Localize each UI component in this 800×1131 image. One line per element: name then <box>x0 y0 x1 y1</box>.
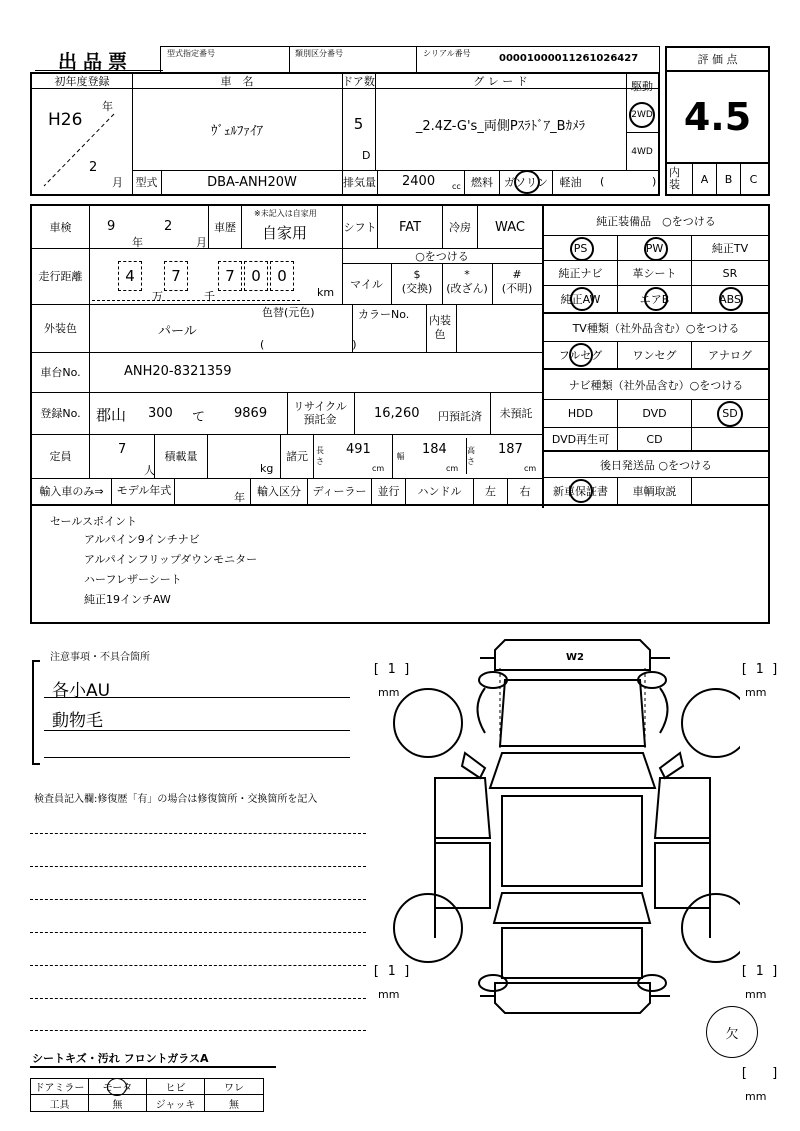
grade-value: _2.4Z-G's_両側Pｽﾗﾄﾞｱ_Bｶﾒﾗ <box>415 118 586 134</box>
tire-rl-mm: mm <box>378 988 400 1001</box>
first-reg-slash <box>40 110 120 190</box>
mileage-label: 走行距離 <box>32 248 90 304</box>
capacity-unit: 人 <box>144 464 155 477</box>
navi-dvd-play[interactable]: DVD再生可 <box>544 428 618 450</box>
car-name-value: ｳﾞｪﾙﾌｧｲｱ <box>211 123 263 139</box>
exterior-value: パール <box>158 324 197 339</box>
length-label: 長さ <box>316 446 324 466</box>
sales-point-2: アルパインフリップダウンモニター <box>84 553 258 566</box>
doors-label: ドア数 <box>342 75 375 88</box>
load-unit: kg <box>260 462 274 475</box>
model-designation-label: 型式指定番号 <box>167 49 215 58</box>
inspector-label: 検査員記入欄:修復歴「有」の場合は修復箇所・交換箇所を記入 <box>34 794 318 805</box>
import-parallel[interactable]: 並行 <box>372 478 406 504</box>
exterior-label: 外装色 <box>32 304 90 352</box>
fuel-gasoline-circle <box>514 170 540 194</box>
spare-label: 欠 <box>725 1026 739 1042</box>
displacement-label: 排気量 <box>342 170 378 194</box>
height-label: 高さ <box>466 438 480 474</box>
odo-circle-note: ○をつける <box>342 248 542 264</box>
later-title: 後日発送品 ○をつける <box>544 450 768 478</box>
fuel-other-open: ( <box>600 175 605 188</box>
width-cm: cm <box>446 464 459 473</box>
mileage-digit-3: 7 <box>218 261 242 291</box>
interior-label: 内装 <box>669 166 680 191</box>
acc-jack-value: 無 <box>229 1099 239 1111</box>
rating-box <box>665 46 770 196</box>
ac-label: 冷房 <box>442 206 478 248</box>
note-line-2: 動物毛 <box>52 711 103 731</box>
acc-motor-circle <box>107 1078 127 1096</box>
later-manual[interactable]: 車輌取説 <box>618 478 692 504</box>
drive-2wd[interactable]: 2WD <box>631 110 653 120</box>
details-box <box>30 204 770 506</box>
shift-label: シフト <box>342 206 378 248</box>
mileage-man: 万 <box>152 290 163 303</box>
tv-fullseg[interactable]: フルセグ <box>544 342 618 368</box>
navi-hdd[interactable]: HDD <box>544 400 618 428</box>
chassis-label: 車台No. <box>32 352 90 392</box>
accessory-table <box>30 1078 264 1112</box>
history-label: 車歴 <box>208 206 242 248</box>
recycle-done[interactable]: 円預託済 <box>438 410 482 423</box>
tv-oneseg[interactable]: ワンセグ <box>618 342 692 368</box>
interior-grade-c[interactable]: C <box>740 164 766 194</box>
equip-pw[interactable]: PW <box>618 236 692 261</box>
handle-label: ハンドル <box>406 478 474 504</box>
color-change-paren: ( ) <box>260 338 357 351</box>
mileage-sen: 千 <box>204 290 215 303</box>
equipment-title: 純正装備品 ○をつける <box>544 206 768 236</box>
tire-rr-mm: mm <box>745 988 767 1001</box>
import-label: 輸入車のみ⇒ <box>32 478 112 504</box>
recycle-value: 16,260 <box>374 406 420 421</box>
sales-point-4: 純正19インチAW <box>84 593 171 606</box>
width-value: 184 <box>422 442 447 457</box>
odo-option-tampered[interactable]: * (改ざん) <box>446 268 488 295</box>
interior-grade-a[interactable]: A <box>692 164 716 194</box>
shift-value: FAT <box>398 219 422 235</box>
reg-label: 登録No. <box>32 392 90 434</box>
navi-cd[interactable]: CD <box>618 428 692 450</box>
rating-value: 4.5 <box>683 95 752 139</box>
first-reg-month-unit: 月 <box>112 176 123 189</box>
notes-left-border <box>32 660 34 764</box>
first-reg-year-unit: 年 <box>102 100 113 113</box>
acc-mirror-motor[interactable]: モータ <box>89 1079 147 1095</box>
tv-fullseg-circle <box>569 343 593 367</box>
tire-fl-value: [ 1 ] <box>372 662 412 677</box>
history-note: ※未記入は自家用 <box>254 209 317 218</box>
acc-mirror-broken[interactable]: ワレ <box>205 1079 263 1095</box>
equip-leather[interactable]: 革シート <box>618 261 692 286</box>
car-name-label: 車 名 <box>220 75 254 88</box>
import-dealer[interactable]: ディーラー <box>308 478 372 504</box>
capacity-label: 定員 <box>32 434 90 478</box>
reg-number: 9869 <box>234 406 268 421</box>
width-label: 幅 <box>392 434 408 478</box>
height-cm: cm <box>524 464 537 473</box>
inspection-label: 車検 <box>32 206 90 248</box>
spare-bracket: [ ] <box>740 1066 780 1081</box>
displacement-unit: cc <box>452 182 461 191</box>
equipment-grid <box>544 236 768 312</box>
serial-label: シリアル番号 <box>423 49 471 58</box>
equip-airbag-circle <box>644 287 668 311</box>
fuel-other-close: ) <box>652 175 657 188</box>
ac-value: WAC <box>495 219 525 235</box>
import-type-label: 輸入区分 <box>250 478 308 504</box>
odo-option-unknown[interactable]: # (不明) <box>501 268 533 295</box>
fuel-gasoline[interactable]: ガソリン <box>504 176 548 189</box>
color-no-label: カラーNo. <box>358 308 410 321</box>
tv-title: TV種類（社外品含む）○をつける <box>544 312 768 342</box>
acc-jack-label: ジャッキ <box>147 1095 205 1111</box>
tire-fr-mm: mm <box>745 686 767 699</box>
equip-abs-circle <box>719 287 743 311</box>
sales-point-3: ハーフレザーシート <box>84 573 182 586</box>
serial-value: 000010000112610264​27 <box>499 53 639 64</box>
equip-sr[interactable]: SR <box>692 261 768 286</box>
acc-tools-value: 無 <box>89 1095 147 1111</box>
equip-ps-circle <box>570 237 594 261</box>
sales-points-box <box>30 506 770 624</box>
spare-mm: mm <box>745 1090 767 1103</box>
inspection-month: 2 <box>164 219 173 234</box>
odo-option-exchange[interactable]: $ (交換) <box>401 268 433 295</box>
car-body-diagram <box>390 628 740 1028</box>
sheet-title: 出品票 <box>58 51 134 73</box>
drive-label: 駆動 <box>631 80 653 93</box>
equip-abs[interactable]: ABS <box>719 292 741 306</box>
notes-summary: シートキズ・汚れ フロントガラスA <box>32 1052 209 1065</box>
acc-mirror-label: ドアミラー <box>31 1079 89 1095</box>
doors-value: 5 <box>353 115 364 133</box>
navi-dvd[interactable]: DVD <box>618 400 692 428</box>
rating-label: 評 価 点 <box>667 48 768 72</box>
recycle-label: リサイクル預託金 <box>293 400 347 426</box>
mileage-digit-1: 4 <box>118 261 142 291</box>
recycle-not[interactable]: 未預託 <box>499 407 533 420</box>
model-year-unit: 年 <box>234 491 245 504</box>
equip-aw[interactable]: 純正AW <box>544 286 618 312</box>
displacement-value: 2400 <box>402 174 436 189</box>
equip-ps[interactable]: PS <box>544 236 618 261</box>
doors-type: D <box>362 149 371 162</box>
sales-point-1: アルパイン9インチナビ <box>84 533 200 546</box>
handle-right[interactable]: 右 <box>519 485 531 498</box>
later-blank[interactable] <box>692 478 768 504</box>
tire-fr-value: [ 1 ] <box>740 662 780 677</box>
first-reg-label: 初年度登録 <box>32 74 132 88</box>
first-reg-month: 2 <box>89 160 98 175</box>
height-value: 187 <box>498 442 523 457</box>
inspection-year: 9 <box>107 219 116 234</box>
navi-sd-circle <box>717 401 743 427</box>
interior-color-label: 内装色 <box>429 314 451 341</box>
equip-pw-circle <box>644 237 668 261</box>
sales-points-label: セールスポイント <box>50 515 138 528</box>
inspection-year-unit: 年 <box>132 236 143 249</box>
tv-analog[interactable]: アナログ <box>708 349 752 362</box>
model-type-value: DBA-ANH20W <box>207 174 297 190</box>
reg-class: 300 <box>148 406 173 421</box>
color-change-label: 色替(元色) <box>262 306 315 319</box>
inspection-month-unit: 月 <box>196 236 207 249</box>
navi-sd[interactable]: SD <box>692 400 768 428</box>
equip-navi[interactable]: 純正ナビ <box>544 261 618 286</box>
drive-4wd[interactable]: 4WD <box>631 147 653 157</box>
handle-left[interactable]: 左 <box>474 478 508 504</box>
odo-mile[interactable]: マイル <box>342 264 392 304</box>
mileage-digit-5: 0 <box>270 261 294 291</box>
mileage-digit-2: 7 <box>164 261 188 291</box>
fuel-diesel[interactable]: 軽油 <box>552 170 588 194</box>
first-reg-era: H26 <box>48 110 83 130</box>
capacity-value: 7 <box>118 442 127 457</box>
vehicle-basic-box <box>30 72 660 196</box>
interior-grade-b[interactable]: B <box>716 164 740 194</box>
grade-label: グ レ ー ド <box>473 75 528 88</box>
diagram-top-label: W2 <box>566 652 584 663</box>
acc-mirror-crack[interactable]: ヒビ <box>147 1079 205 1095</box>
tire-rr-value: [ 1 ] <box>740 964 780 979</box>
tire-rl-value: [ 1 ] <box>372 964 412 979</box>
mileage-km: km <box>317 286 335 299</box>
later-warranty-circle <box>569 479 593 503</box>
equip-aw-circle <box>570 287 594 311</box>
load-label: 積載量 <box>154 434 208 478</box>
reg-kana: て <box>192 410 206 425</box>
dims-label: 諸元 <box>280 434 314 478</box>
equip-tv[interactable]: 純正TV <box>692 236 768 261</box>
title-underline <box>35 70 163 71</box>
fuel-label: 燃料 <box>464 170 500 194</box>
category-label: 類別区分番号 <box>295 49 343 58</box>
notes-label: 注意事項・不具合箇所 <box>50 652 150 663</box>
navi-title: ナビ種類（社外品含む）○をつける <box>544 368 768 400</box>
mileage-digit-4: 0 <box>244 261 268 291</box>
length-cm: cm <box>372 464 385 473</box>
tire-fl-mm: mm <box>378 686 400 699</box>
header-ids-box <box>160 46 660 72</box>
length-value: 491 <box>346 442 371 457</box>
navi-blank[interactable] <box>692 428 768 450</box>
drive-2wd-circle <box>629 102 655 128</box>
note-line-1: 各小AU <box>52 681 111 701</box>
reg-area: 郡山 <box>96 406 127 424</box>
later-warranty[interactable]: 新車保証書 <box>544 478 618 504</box>
equip-airbag[interactable]: エアB <box>618 286 692 312</box>
history-value: 自家用 <box>262 224 308 242</box>
chassis-value: ANH20-8321359 <box>124 364 232 379</box>
model-type-label: 型式 <box>132 170 162 194</box>
model-year-label: モデル年式 <box>116 484 172 497</box>
acc-tools-label: 工具 <box>31 1095 89 1111</box>
